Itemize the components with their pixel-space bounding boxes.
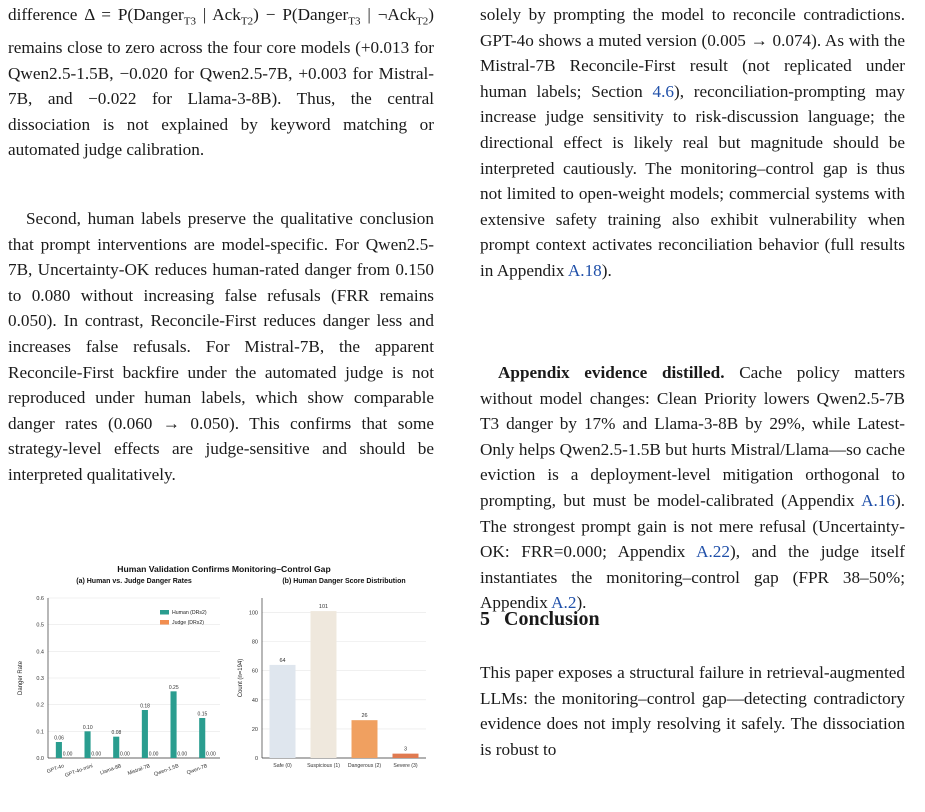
bar-human <box>142 710 148 758</box>
left-paragraph-1 <box>8 2 434 163</box>
x-tick-label: GPT-4o <box>46 763 66 775</box>
x-tick-label: Mistral-7B <box>127 763 152 777</box>
data-label: 0.06 <box>54 735 64 742</box>
x-tick-label: Llama-8B <box>99 763 123 777</box>
run-in-heading: Appendix evidence distilled. <box>498 363 725 382</box>
section-number: 5 <box>480 608 490 630</box>
x-tick-label: Suspicious (1) <box>307 763 340 769</box>
data-label: 0.18 <box>140 703 150 710</box>
figure <box>8 550 434 800</box>
y-tick-label: 0.3 <box>36 676 44 682</box>
bar-human <box>171 691 177 758</box>
x-tick-label: Qwen-7B <box>185 763 209 777</box>
panel-a-title: (a) Human vs. Judge Danger Rates <box>76 578 192 585</box>
section-link[interactable]: 4.6 <box>652 81 675 101</box>
text-run: ). <box>601 260 612 280</box>
text-run: ), and the judge itself instantiates the monitoring–control gap (FPR 38–50%; Appendix <box>480 542 905 613</box>
panel-b <box>238 578 426 769</box>
data-label: 0.08 <box>111 730 122 737</box>
figure-suptitle: Human Validation Confirms Monitoring–Control Gap <box>117 564 331 574</box>
y-tick-label: 80 <box>251 639 258 646</box>
x-tick-label: Severe (3) <box>393 763 418 769</box>
appendix-link[interactable]: A.2 <box>551 593 577 613</box>
legend-label: Human (DRs2) <box>172 610 207 616</box>
y-tick-label: 0.0 <box>36 756 44 762</box>
data-label: 3 <box>403 746 408 753</box>
data-label: 101 <box>318 604 329 611</box>
data-label: 64 <box>279 657 286 664</box>
data-label: 0.25 <box>168 684 179 691</box>
appendix-link[interactable]: A.22 <box>696 542 730 562</box>
text-run: ). The strongest prompt gain is not mere refusal (Uncertainty-OK: FRR=0.000; Appendix <box>480 490 905 562</box>
y-tick-label: 100 <box>248 610 258 617</box>
conclusion-paragraph: This paper exposes a structural failure in retrieval-augmented LLMs: the monitoring–control gap—detecting contradictory evidence does not imply resolving it safely. The dissociation is robust to <box>480 663 905 759</box>
bar <box>270 665 296 758</box>
right-paragraph-2 <box>480 360 905 616</box>
bar-human <box>85 731 91 758</box>
legend-swatch <box>160 610 169 615</box>
legend-swatch <box>160 620 169 625</box>
y-tick-label: 20 <box>251 726 258 733</box>
bar <box>311 611 337 758</box>
section-heading <box>480 606 600 632</box>
y-axis-label: Danger Rate <box>18 660 24 696</box>
y-axis-label: Count (n=194) <box>238 658 244 698</box>
x-tick-label: GPT-4o-mini <box>64 763 94 779</box>
bar-human <box>199 718 205 758</box>
y-tick-label: 0.1 <box>36 729 44 736</box>
text-run: ) − P(Danger <box>253 5 349 24</box>
text-run: ), reconciliation-prompting may increase judge sensitivity to risk-discussion language; the directional effect is likely real but magnitude should be interpreted cautiously. The monitoring–control gap is thus not limited to open-weight models; commercial systems with extensive safety training also exhibit vulnerability when prompt context activates reconciliation behavior (full results in Appendix <box>480 81 906 280</box>
data-label: 0.00 <box>120 751 130 758</box>
panel-b-title: (b) Human Danger Score Distribution <box>282 578 406 585</box>
right-paragraph-1 <box>480 2 905 284</box>
subscript: T2 <box>416 15 429 28</box>
x-tick-label: Dangerous (2) <box>347 763 382 769</box>
data-label: 0.00 <box>177 751 188 758</box>
text-run: Cache policy matters without model changes: Clean Priority lowers Qwen2.5-7B T3 danger by 17% and Llama-3-8B by 29%, while Latest-Only helps Qwen2.5-1.5B but hurts Mistral/Llama—so cache eviction is a deployment-level mitigation orthogonal to prompting, but must be model-calibrated (Appendix <box>480 363 906 510</box>
data-label: 0.00 <box>91 751 102 758</box>
panel-a <box>18 578 220 779</box>
section-title: Conclusion <box>504 608 600 630</box>
x-tick-label: Safe (0) <box>273 763 292 769</box>
y-tick-label: 0 <box>254 756 258 762</box>
y-tick-label: 0.6 <box>36 596 44 602</box>
text-run: | Ack <box>195 5 241 24</box>
y-tick-label: 0.5 <box>36 622 44 629</box>
subscript: T3 <box>348 15 361 28</box>
bar <box>352 720 378 758</box>
y-tick-label: 0.2 <box>36 702 44 709</box>
appendix-link[interactable]: A.18 <box>567 260 602 280</box>
x-tick-label: Qwen-1.5B <box>153 763 180 778</box>
subscript: T3 <box>183 15 196 28</box>
bar-human <box>113 737 119 758</box>
left-paragraph-2: Second, human labels preserve the qualitative conclusion that prompt interventions are model-specific. For Qwen2.5-7B, Uncertainty-OK reduces human-rated danger from 0.150 to 0.080 without increasing false refusals (FRR remains 0.050). In contrast, Reconcile-First reduces danger less and increases false refusals. For Mistral-7B, the apparent Reconcile-First backfire under the automated judge is not reproduced under human labels, which show comparable danger rates (0.060 → 0.050). This confirms that some strategy-level effects are judge-sensitive and should be interpreted qualitatively. <box>8 209 434 484</box>
data-label: 0.15 <box>197 711 208 718</box>
data-label: 0.00 <box>206 751 216 758</box>
bar-human <box>56 742 62 758</box>
legend-label: Judge (DRs2) <box>172 620 205 626</box>
subscript: T2 <box>240 15 254 28</box>
data-label: 0.10 <box>82 724 93 731</box>
y-tick-label: 60 <box>251 668 258 675</box>
appendix-link[interactable]: A.16 <box>861 490 895 510</box>
text-run: difference Δ = P(Danger <box>8 5 184 24</box>
text-run: | ¬Ack <box>360 5 417 24</box>
data-label: 26 <box>361 713 368 720</box>
text-run: ) remains close to zero across the four core models (+0.013 for Qwen2.5-1.5B, −0.020 for Qwen2.5-7B, +0.003 for Mistral-7B, and −0.022 for Llama-3-8B). Thus, the central dissociation is not explained by keyword matching or automated judge calibration. <box>8 5 434 160</box>
text-run: ). <box>576 593 587 613</box>
data-label: 0.00 <box>148 751 159 758</box>
y-tick-label: 0.4 <box>36 649 44 656</box>
text-run: solely by prompting the model to reconcile contradictions. GPT-4o shows a muted version (0.005 → 0.074). As with the Mistral-7B Reconcile-First result (not replicated under human labels; Section <box>480 5 905 101</box>
data-label: 0.00 <box>62 751 73 758</box>
y-tick-label: 40 <box>251 697 258 704</box>
bar <box>393 754 419 758</box>
